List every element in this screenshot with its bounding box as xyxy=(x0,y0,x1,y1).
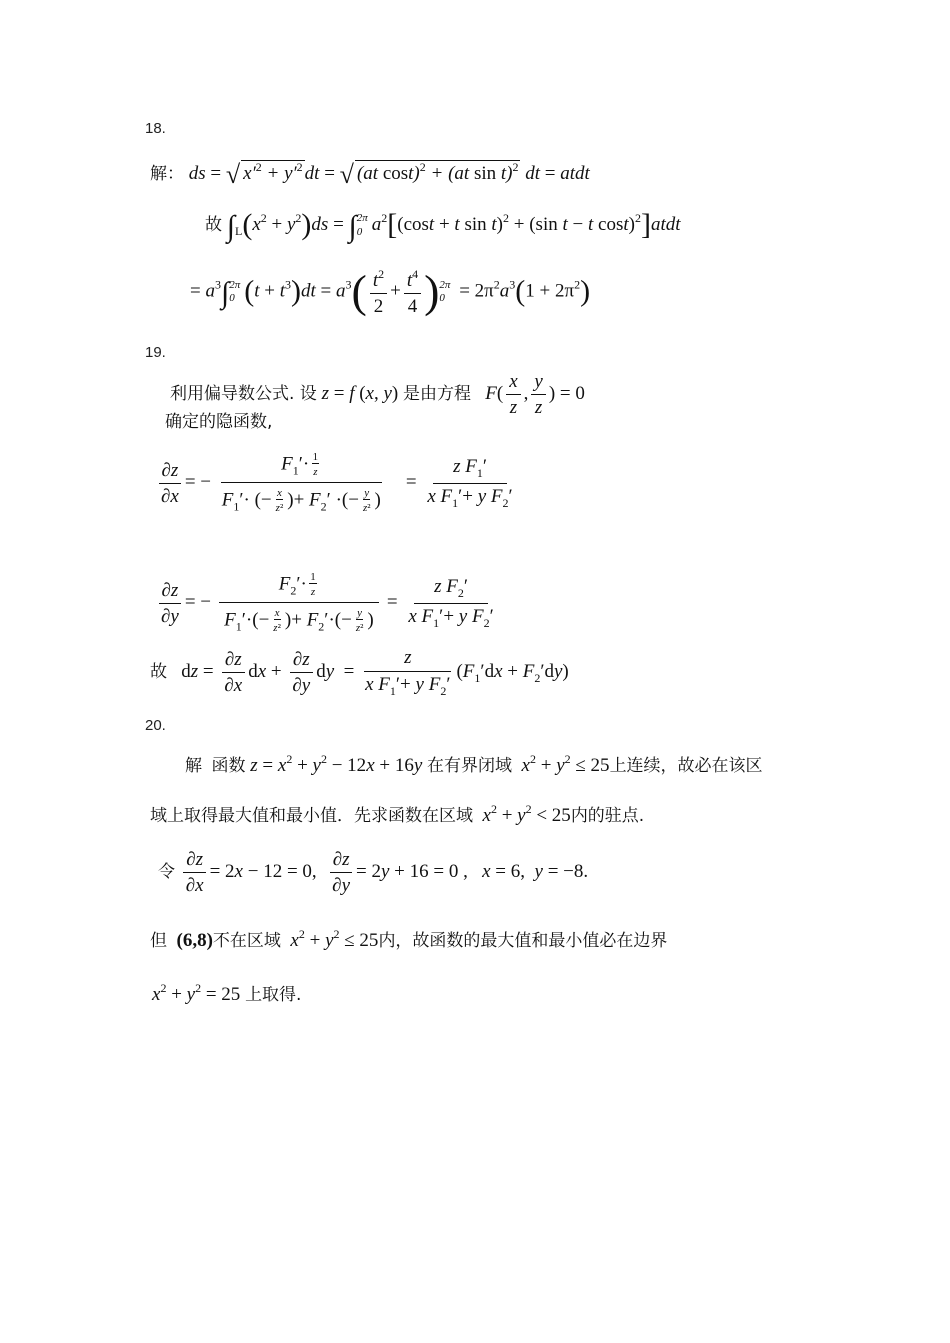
q20-line2: 域上取得最大值和最小值．先求函数在区域 $x^2 + y^2 < 25$内的驻点. xyxy=(150,802,645,826)
q18-label-jie: 解： xyxy=(150,164,184,184)
q18-integral-setup: 故 $\int_L(x^2 + y^2)ds$ = ∫ 2π 0 $a^2[(\cos t + t$ sin t)$^2$ + (sin t − t cost)$^2$]atdt xyxy=(205,208,681,243)
q19-partial-y: $\frac{\partial z}{\partial y}$ = − $F_2'\cdot$ $\frac{1}{z}$ $F_1'\cdot(-$ $\frac{x}{\text{z²}}$ )+ $F_2'\cdot(-$ $\frac{y}{\text{z²}}$ ) = $\frac{z F_2'}{x F_1'+ y F_2'}$ xyxy=(155,572,500,634)
q19-total-differential: 故 dz = $\frac{\partial z}{\partial x}$ dx + $\frac{\partial z}{\partial y}$ dy = $\frac{z}{x F_1'+ y F_2'}$ $(F_1'dx + F_2'dy)$ xyxy=(150,647,569,698)
q19-intro-b: 是由方程 xyxy=(403,383,471,404)
q18-arc-length-formula: 解： ds = √ $x'^2 + y'^2$ dt = √ (at cost)$^2$ + (at sin t)$^2$ dt = atdt xyxy=(150,160,590,189)
q19-intro-c: 确定的隐函数, xyxy=(165,412,273,432)
q20-stationary-point: 令 $\frac{\partial z}{\partial x}$ = 2x − 12 = 0, $\frac{\partial z}{\partial y}$ = 2y + 16 = 0 , x = 6, y = −8. xyxy=(158,849,589,896)
question-number-18: 18. xyxy=(145,120,166,137)
q19-label-gu: 故 xyxy=(150,661,167,682)
q20-line4: 但 (6,8)不在区域 $x^2 + y^2 \le 25$内，故函数的最大值和最小值必在边界 xyxy=(150,927,668,951)
q19-intro-a: 利用偏导数公式. 设 xyxy=(170,383,317,404)
question-number-19: 19. xyxy=(145,344,166,361)
q18-integral-result: = $a^3\int$ 2π 0 $(t + t^3)dt = a^3$( $\frac{t^2}{2}$ + $\frac{t^4}{4}$ ) 2π 0 = $2\pi^2a^3(1 + 2\pi^2)$ xyxy=(190,265,591,317)
q19-intro: 利用偏导数公式. 设 z = f (x, y) 是由方程 F( $\frac{x}{z}$ , $\frac{y}{z}$ ) = 0 xyxy=(170,371,585,418)
q20-line5: $x^2 + y^2 = 25$ 上取得. xyxy=(152,981,302,1005)
q18-label-gu: 故 xyxy=(205,215,222,235)
q19-partial-x: $\frac{\partial z}{\partial x}$ = − $F_1'\cdot$ $\frac{1}{z}$ $F_1'\cdot$ (− $\frac{x}{\text{z²}}$ )+ $F_2'$ ·(− $\frac{y}{\text{z²}}$ ) = $\frac{z F_1'}{x F_1'+ y F_2'}$ xyxy=(155,452,519,514)
question-number-20: 20. xyxy=(145,717,166,734)
q20-line1: 解 函数 $z = x^2 + y^2 - 12x + 16y$ 在有界闭域 $x^2 + y^2 \le 25$上连续，故必在该区 xyxy=(185,752,763,776)
